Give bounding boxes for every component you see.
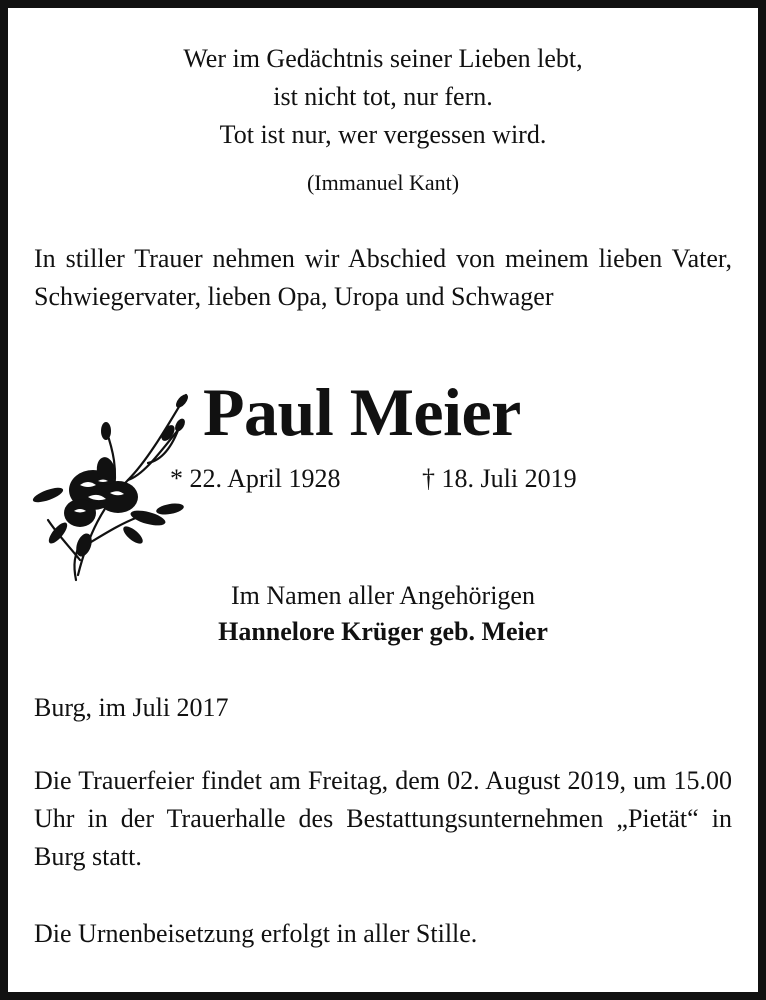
signature-relative: Hannelore Krüger geb. Meier [218,617,548,646]
signature-behalf: Im Namen aller Angehörigen [231,581,535,610]
memorial-quote [0,40,766,154]
funeral-info: Die Trauerfeier findet am Freitag, dem 02. August 2019, um 15.00 Uhr in der Trauerhalle des Bestattungsunternehmen „Pietät“ in Burg statt. [34,766,732,871]
quote-author: (Immanuel Kant) [306,170,460,195]
urn-info: Die Urnenbeisetzung erfolgt in aller Stille. [34,919,478,948]
intro-text: In stiller Trauer nehmen wir Abschied von meinem lieben Vater, Schwiegervater, lieben Opa, Uropa und Schwager [34,244,732,311]
death-date: † 18. Juli 2019 [422,464,577,493]
quote-line-3: Tot ist nur, wer vergessen wird. [219,120,547,149]
deceased-name: Paul Meier [203,374,521,450]
quote-line-1: Wer im Gedächtnis seiner Lieben lebt, [183,44,583,73]
birth-date: * 22. April 1928 [170,464,341,493]
quote-line-2: ist nicht tot, nur fern. [273,82,493,111]
place-date: Burg, im Juli 2017 [34,693,229,722]
